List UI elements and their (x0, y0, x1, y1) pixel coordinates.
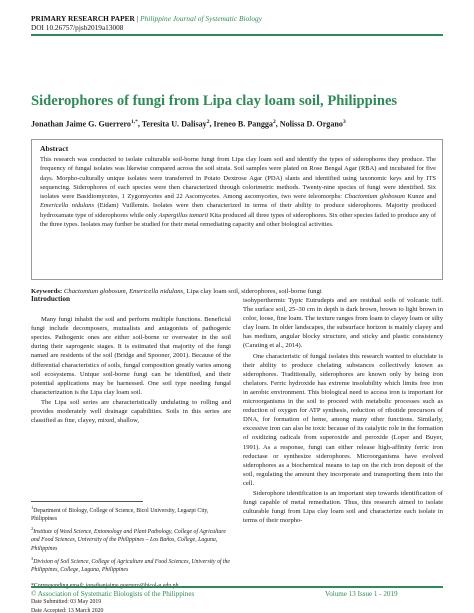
author-affiliation-mark: 2 (272, 119, 276, 125)
body-paragraph: Many fungi inhabit the soil and perform multiple functions. Beneficial fungi include decomposers, mutualists and antagonists of pathogenic species. Pathogenic ones are either soil-borne or overwater in the soil during their saprogenic stages. It is estimated that majority of the fungi named are residents of the soil (Bridge and Spooner, 2001). Because of the differential characteristics of soils, fungal composition greatly varies among soil ecosystems. Unique soil-borne fungi can be identified, and their potential applications may be harnessed. One soil type needing fungal characterization is the Lipa clay loam soil. (31, 316, 231, 396)
abstract-text: This research was conducted to isolate culturable soil-borne fungi from Lipa clay loam soil and identify the types of siderophores they produce. The frequency of fungal isolates was likewise compared across the soil strata. Soil samples were plated on Rose Bengal Agar (RBA) and incubated for five days. Morpho-culturally unique isolates were transferred in Potato Dextrose Agar (PDA) slants and identified using taxonomic keys and by ITS sequencing. Siderophores of each species were then characterized through colorimetric methods. Twenty-nine species of fungi were identified. Six isolates were Basidiomycetes, 1 Zygomycetes and 22 Ascomycetes. Among ascomycetes, two were teleomorphs: Chactomium globosum Kunze and Emericella nidulans (Eidam) Vuillemin. Isolates were then characterized in terms of their ability to produce siderophores. Majority produced hydroxamate type of siderophores while only Aspergillus tamarii Kita produced all three types of siderophores. Six other species failed to produce any of the three types. Isolates may further be studied for their metal remediating capacity and other biological activities. (40, 156, 437, 228)
author-affiliation-mark: 3 (342, 119, 346, 125)
body-paragraph: One characteristic of fungal isolates this research wanted to elucidate is their ability to produce chelating substances collectively known as siderophores. Traditionally, siderophores are known only by being iron chelators. Ferric hydroxide has extreme insolubility which limits free iron in aerobic environment. This biological need to access iron is important for microorganisms in the soil to proceed with metabolic processes such as reduction of oxygen for ATP synthesis, reduction of ribotide precursors of DNA, for formation of heme, among many other functions. Similarly, excessive iron can also be toxic because of its catalytic role in the formation of oxidizing radicals from superoxide and peroxide (Loper and Buyer, 1991). As a response, fungi can either release high-affinity ferric iron reductase or synthesize siderophores. Microorganisms have evolved siderophores as a biochemical means to tap on the rich iron deposit of the soil, regulating the amount they incorporate and transporting them into the cell. (243, 352, 443, 487)
keywords-label: Keywords: (31, 288, 63, 295)
affiliation-item: $^3$Division of Soil Science, College of Agriculture and Food Sciences, University of the Philippines, College, Laguna, Philippines (31, 555, 230, 573)
body-paragraph: Siderophore identification is an important step towards identification of fungi capable of metal remediation. Thus, this research aimed to isolate culturable fungi from Lipa clay loam soil and characterize each isolate in terms of their morpho- (243, 489, 443, 525)
author-name: Ireneo B. Pangga (213, 119, 273, 129)
body-paragraph: isohyperthermic Typic Eutrudepts and are residual soils of volcanic tuff. The surface soil, 25–30 cm in depth is dark brown, brown to light brown in color, loose, fine loam. The texture ranges from loam to clayey loam or silty clay loam. In older landscapes, the subsurface horizon is mainly clayey and has medium, angular blocky structure, and sticky and plastic consistency (Carating et al., 2014). (243, 297, 443, 350)
author-affiliation-mark: 1,* (130, 119, 138, 125)
author-name: Jonathan Jaime G. Guerrero (31, 119, 131, 129)
date-submitted: Date Submitted: 03 May 2019 (31, 599, 102, 606)
author-affiliation-mark: 2 (206, 119, 210, 125)
volume-issue: Volume 13 Issue 1 - 2019 (325, 590, 398, 598)
author-name: Teresita U. Dalisay (141, 119, 207, 129)
species-name: globosum (379, 193, 405, 200)
footnote-divider (31, 501, 143, 502)
author-list: Jonathan Jaime G. Guerrero$^{1,*}$, Teresita U. Dalisay$^2$, Ireneo B. Pangga$^2$, Nolissa D. Organo$^3$ (31, 119, 346, 129)
header-divider (31, 34, 443, 36)
author-name: Nolissa D. Organo (279, 119, 343, 129)
species-name: Aspergillus tamarii (158, 211, 209, 219)
species-name: Chactomium (344, 193, 378, 200)
running-header (31, 14, 262, 23)
copyright-notice: © Association of Systematic Biologists of the Philippines (31, 590, 195, 598)
abstract-heading: Abstract (40, 144, 69, 153)
keywords: Keywords: Chactomium globosum, Emericella nidulans, Lipa clay loam soil, siderophores, soil-borne fungi (31, 288, 322, 295)
introduction-heading: Introduction (31, 295, 71, 303)
date-accepted: Date Accepted: 13 March 2020 (31, 607, 104, 613)
keyword-species: Emericella nidulans (129, 288, 184, 295)
abstract-box (31, 139, 443, 280)
keyword-species: Chactomium globosum (63, 288, 126, 295)
doi: DOI 10.26757/pjsb2019a13008 (31, 23, 124, 32)
affiliation-item: $^1$Department of Biology, College of Science, Bicol University, Legazpi City, Philippines (31, 505, 209, 523)
footer-divider (31, 586, 443, 588)
species-name: Emericella nidulans (40, 202, 94, 210)
paper-title: Siderophores of fungi from Lipa clay loam soil, Philippines (31, 93, 398, 109)
right-column (243, 296, 443, 526)
journal-name: Philippine Journal of Systematic Biology (140, 14, 263, 23)
header-separator: | (136, 14, 139, 23)
left-column (31, 295, 231, 426)
body-paragraph: The Lipa soil series are characteristically undulating to rolling and provides moderately well drainage capabilities. Soils in this series are classified as fine, clayey, mixed, shallow, (31, 398, 231, 425)
article-type: PRIMARY RESEARCH PAPER (31, 14, 135, 23)
affiliation-item: $^2$Institute of Weed Science, Entomology and Plant Pathology, College of Agriculture and Food Sciences, University of the Philippines – Los Baños, College, Laguna, Philippines (31, 526, 226, 552)
